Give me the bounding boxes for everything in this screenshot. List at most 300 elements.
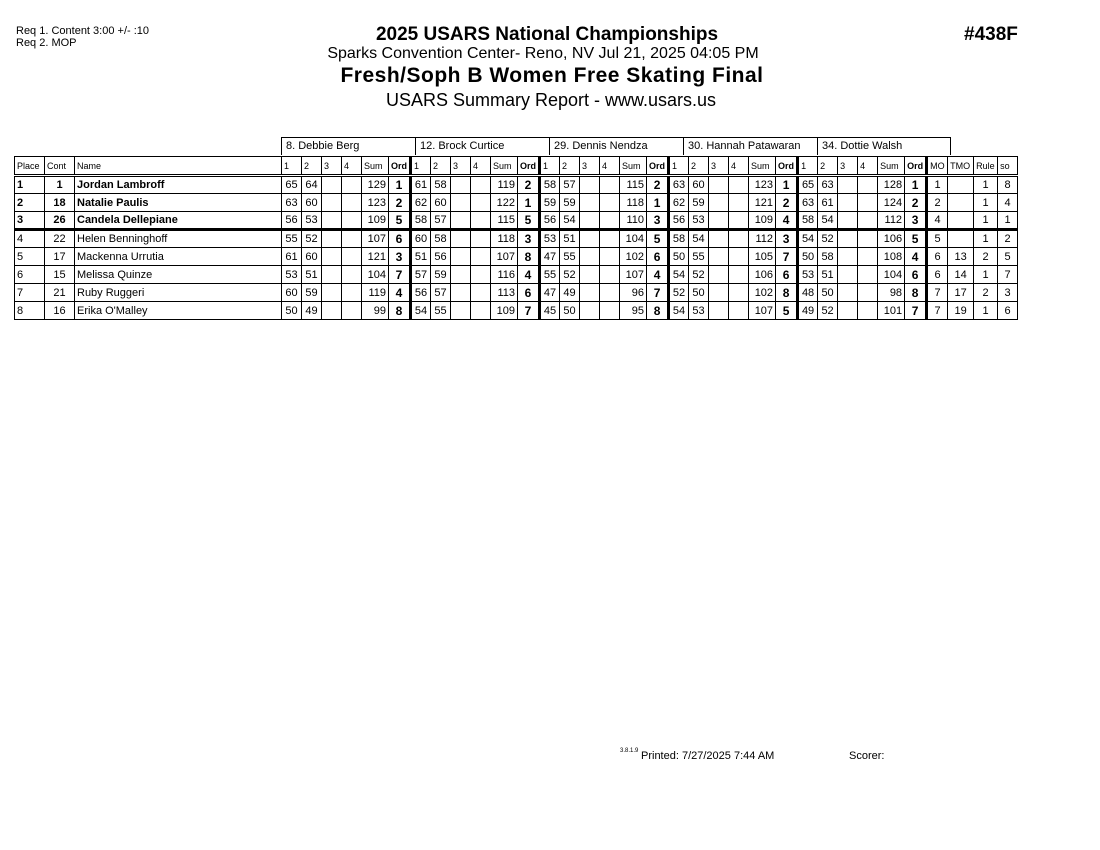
ordinal-cell: 3 (389, 248, 411, 266)
score-cell: 50 (560, 302, 580, 320)
score-cell (451, 284, 471, 302)
table-row (15, 194, 1018, 212)
col-header-cont: Cont (45, 157, 75, 176)
score-cell (471, 248, 491, 266)
score-cell: 52 (669, 284, 689, 302)
score-cell: 56 (411, 284, 431, 302)
col-header-judge1-3: 4 (342, 157, 362, 176)
score-cell: 62 (411, 194, 431, 212)
mo-cell: 6 (927, 248, 948, 266)
score-cell: 55 (540, 266, 560, 284)
score-cell: 51 (411, 248, 431, 266)
score-cell: 61 (818, 194, 838, 212)
score-cell: 50 (282, 302, 302, 320)
score-cell (600, 194, 620, 212)
score-cell (471, 230, 491, 248)
score-cell (342, 248, 362, 266)
ordinal-cell: 3 (905, 212, 927, 230)
score-cell (709, 266, 729, 284)
score-cell: 47 (540, 284, 560, 302)
sum-cell: 122 (491, 194, 518, 212)
score-cell (451, 194, 471, 212)
score-cell (580, 212, 600, 230)
ordinal-cell: 2 (776, 194, 798, 212)
score-cell (322, 248, 342, 266)
sum-cell: 107 (491, 248, 518, 266)
score-cell: 59 (560, 194, 580, 212)
score-cell: 58 (411, 212, 431, 230)
score-cell (322, 302, 342, 320)
score-cell (838, 302, 858, 320)
score-cell (858, 302, 878, 320)
tmo-cell (948, 194, 974, 212)
so-cell: 3 (998, 284, 1018, 302)
ordinal-cell: 7 (647, 284, 669, 302)
mo-cell: 5 (927, 230, 948, 248)
ordinal-cell: 4 (389, 284, 411, 302)
col-header-judge4-3: 4 (729, 157, 749, 176)
tmo-cell (948, 176, 974, 194)
col-header-name: Name (75, 157, 282, 176)
score-cell (451, 266, 471, 284)
col-header-judge2-1: 2 (431, 157, 451, 176)
place-cell: 6 (15, 266, 45, 284)
score-cell (600, 302, 620, 320)
score-cell: 51 (302, 266, 322, 284)
ordinal-cell: 5 (905, 230, 927, 248)
score-cell: 50 (818, 284, 838, 302)
place-cell: 1 (15, 176, 45, 194)
place-cell: 4 (15, 230, 45, 248)
score-cell: 59 (540, 194, 560, 212)
score-cell (729, 212, 749, 230)
score-cell: 55 (689, 248, 709, 266)
score-cell (600, 230, 620, 248)
score-cell (709, 176, 729, 194)
score-cell (729, 302, 749, 320)
ordinal-cell: 7 (518, 302, 540, 320)
so-cell: 1 (998, 212, 1018, 230)
sum-cell: 95 (620, 302, 647, 320)
table-row (15, 248, 1018, 266)
mo-cell: 2 (927, 194, 948, 212)
score-cell (600, 176, 620, 194)
score-cell: 56 (669, 212, 689, 230)
score-cell (322, 176, 342, 194)
table-row (15, 176, 1018, 194)
score-cell: 51 (818, 266, 838, 284)
ordinal-cell: 2 (389, 194, 411, 212)
col-header-judge3-1: 2 (560, 157, 580, 176)
col-header-judge1-5: Ord (389, 157, 411, 176)
tmo-cell: 14 (948, 266, 974, 284)
name-cell: Natalie Paulis (75, 194, 282, 212)
score-cell: 58 (818, 248, 838, 266)
sum-cell: 119 (491, 176, 518, 194)
score-cell: 58 (540, 176, 560, 194)
score-cell (600, 266, 620, 284)
score-cell (471, 194, 491, 212)
score-cell (858, 248, 878, 266)
score-cell (342, 230, 362, 248)
score-cell: 54 (669, 302, 689, 320)
score-cell: 53 (540, 230, 560, 248)
score-cell (471, 176, 491, 194)
score-cell (580, 248, 600, 266)
score-cell: 52 (560, 266, 580, 284)
score-cell (471, 284, 491, 302)
report-name: USARS Summary Report - www.usars.us (385, 90, 717, 110)
judge-4-label: 30. Hannah Patawaran (683, 137, 817, 155)
score-cell (600, 212, 620, 230)
sum-cell: 98 (878, 284, 905, 302)
score-cell (858, 284, 878, 302)
rule-cell: 1 (974, 302, 998, 320)
ordinal-cell: 4 (518, 266, 540, 284)
so-cell: 5 (998, 248, 1018, 266)
results-table (14, 156, 1018, 320)
ordinal-cell: 6 (647, 248, 669, 266)
score-cell (838, 194, 858, 212)
so-cell: 4 (998, 194, 1018, 212)
col-header-so: so (998, 157, 1018, 176)
score-cell (858, 212, 878, 230)
score-cell: 60 (302, 248, 322, 266)
score-cell (322, 284, 342, 302)
score-cell: 55 (560, 248, 580, 266)
sum-cell: 105 (749, 248, 776, 266)
sum-cell: 107 (620, 266, 647, 284)
score-cell: 63 (818, 176, 838, 194)
table-row (15, 212, 1018, 230)
score-cell: 60 (431, 194, 451, 212)
name-cell: Mackenna Urrutia (75, 248, 282, 266)
score-cell (600, 248, 620, 266)
sum-cell: 118 (620, 194, 647, 212)
score-cell (342, 302, 362, 320)
name-cell: Jordan Lambroff (75, 176, 282, 194)
name-cell: Erika O'Malley (75, 302, 282, 320)
judge-3-label: 29. Dennis Nendza (549, 137, 683, 155)
score-cell: 58 (669, 230, 689, 248)
name-cell: Helen Benninghoff (75, 230, 282, 248)
tmo-cell: 17 (948, 284, 974, 302)
score-cell (451, 212, 471, 230)
col-header-place: Place (15, 157, 45, 176)
score-cell: 61 (282, 248, 302, 266)
score-cell (580, 230, 600, 248)
judge-2-label: 12. Brock Curtice (415, 137, 549, 155)
score-cell (322, 212, 342, 230)
score-cell: 55 (431, 302, 451, 320)
score-cell (709, 302, 729, 320)
sum-cell: 116 (491, 266, 518, 284)
score-cell (600, 284, 620, 302)
score-cell: 62 (669, 194, 689, 212)
place-cell: 3 (15, 212, 45, 230)
score-cell: 58 (431, 176, 451, 194)
sum-cell: 104 (878, 266, 905, 284)
score-cell: 63 (798, 194, 818, 212)
ordinal-cell: 3 (776, 230, 798, 248)
ordinal-cell: 2 (905, 194, 927, 212)
ordinal-cell: 6 (518, 284, 540, 302)
col-header-judge5-0: 1 (798, 157, 818, 176)
score-cell: 57 (411, 266, 431, 284)
rule-cell: 1 (974, 266, 998, 284)
score-cell: 60 (302, 194, 322, 212)
ordinal-cell: 1 (905, 176, 927, 194)
score-cell: 57 (431, 212, 451, 230)
so-cell: 7 (998, 266, 1018, 284)
sum-cell: 118 (491, 230, 518, 248)
tmo-cell: 13 (948, 248, 974, 266)
score-cell (729, 176, 749, 194)
score-cell (322, 194, 342, 212)
ordinal-cell: 5 (647, 230, 669, 248)
score-cell: 57 (560, 176, 580, 194)
ordinal-cell: 6 (389, 230, 411, 248)
score-cell (342, 212, 362, 230)
ordinal-cell: 7 (776, 248, 798, 266)
sum-cell: 109 (491, 302, 518, 320)
col-header-judge3-4: Sum (620, 157, 647, 176)
score-cell (451, 176, 471, 194)
score-cell: 57 (431, 284, 451, 302)
col-header-judge4-2: 3 (709, 157, 729, 176)
so-cell: 6 (998, 302, 1018, 320)
table-row (15, 284, 1018, 302)
judge-1-label: 8. Debbie Berg (281, 137, 415, 155)
ordinal-cell: 5 (518, 212, 540, 230)
score-cell (729, 266, 749, 284)
score-cell (858, 266, 878, 284)
col-header-judge3-5: Ord (647, 157, 669, 176)
score-cell (729, 194, 749, 212)
col-header-judge4-4: Sum (749, 157, 776, 176)
score-cell: 49 (302, 302, 322, 320)
sum-cell: 115 (620, 176, 647, 194)
score-cell (451, 302, 471, 320)
col-header-judge5-1: 2 (818, 157, 838, 176)
score-cell (709, 230, 729, 248)
score-cell: 49 (560, 284, 580, 302)
score-cell (342, 194, 362, 212)
score-cell (729, 248, 749, 266)
tmo-cell (948, 212, 974, 230)
score-cell (322, 266, 342, 284)
col-header-judge3-0: 1 (540, 157, 560, 176)
score-cell: 49 (798, 302, 818, 320)
score-cell: 56 (540, 212, 560, 230)
sum-cell: 104 (620, 230, 647, 248)
col-header-judge1-2: 3 (322, 157, 342, 176)
judge-header-row (281, 137, 951, 156)
cont-cell: 1 (45, 176, 75, 194)
mo-cell: 4 (927, 212, 948, 230)
score-cell (322, 230, 342, 248)
score-cell: 47 (540, 248, 560, 266)
score-cell (858, 176, 878, 194)
ordinal-cell: 2 (647, 176, 669, 194)
mo-cell: 1 (927, 176, 948, 194)
sum-cell: 109 (749, 212, 776, 230)
mo-cell: 6 (927, 266, 948, 284)
requirement-2: Req 2. MOP (16, 37, 77, 49)
score-cell: 59 (689, 194, 709, 212)
scorer-label: Scorer: (849, 750, 885, 762)
sum-cell: 119 (362, 284, 389, 302)
col-header-judge5-4: Sum (878, 157, 905, 176)
score-cell: 60 (411, 230, 431, 248)
score-cell (471, 212, 491, 230)
software-version: 3.8.1.9 (620, 748, 639, 754)
event-name: Fresh/Soph B Women Free Skating Final (340, 64, 764, 87)
printed-timestamp: Printed: 7/27/2025 7:44 AM (641, 750, 775, 762)
score-cell: 60 (282, 284, 302, 302)
score-cell: 45 (540, 302, 560, 320)
ordinal-cell: 5 (389, 212, 411, 230)
ordinal-cell: 6 (776, 266, 798, 284)
score-cell: 52 (818, 302, 838, 320)
sum-cell: 123 (362, 194, 389, 212)
score-cell: 54 (411, 302, 431, 320)
mo-cell: 7 (927, 302, 948, 320)
name-cell: Ruby Ruggeri (75, 284, 282, 302)
score-cell: 50 (669, 248, 689, 266)
ordinal-cell: 4 (776, 212, 798, 230)
sum-cell: 102 (749, 284, 776, 302)
rule-cell: 2 (974, 248, 998, 266)
sum-cell: 128 (878, 176, 905, 194)
score-cell (838, 176, 858, 194)
col-header-judge1-1: 2 (302, 157, 322, 176)
ordinal-cell: 7 (905, 302, 927, 320)
col-header-mo: MO (927, 157, 948, 176)
score-cell (709, 212, 729, 230)
sum-cell: 96 (620, 284, 647, 302)
score-cell: 54 (669, 266, 689, 284)
score-cell (580, 266, 600, 284)
score-cell (709, 284, 729, 302)
score-cell: 53 (689, 212, 709, 230)
place-cell: 8 (15, 302, 45, 320)
ordinal-cell: 3 (647, 212, 669, 230)
score-cell: 53 (282, 266, 302, 284)
sum-cell: 112 (878, 212, 905, 230)
score-cell (580, 194, 600, 212)
sum-cell: 104 (362, 266, 389, 284)
cont-cell: 26 (45, 212, 75, 230)
score-cell (858, 194, 878, 212)
score-cell (471, 302, 491, 320)
col-header-judge3-3: 4 (600, 157, 620, 176)
ordinal-cell: 8 (389, 302, 411, 320)
col-header-judge5-5: Ord (905, 157, 927, 176)
col-header-judge2-0: 1 (411, 157, 431, 176)
col-header-judge2-2: 3 (451, 157, 471, 176)
sum-cell: 106 (878, 230, 905, 248)
score-cell (838, 284, 858, 302)
ordinal-cell: 1 (518, 194, 540, 212)
sum-cell: 123 (749, 176, 776, 194)
mo-cell: 7 (927, 284, 948, 302)
score-cell: 53 (689, 302, 709, 320)
score-cell (451, 230, 471, 248)
ordinal-cell: 4 (647, 266, 669, 284)
score-cell (451, 248, 471, 266)
name-cell: Melissa Quinze (75, 266, 282, 284)
table-row (15, 302, 1018, 320)
score-cell: 65 (282, 176, 302, 194)
score-cell: 63 (669, 176, 689, 194)
score-cell: 52 (302, 230, 322, 248)
ordinal-cell: 2 (518, 176, 540, 194)
ordinal-cell: 1 (647, 194, 669, 212)
sum-cell: 121 (749, 194, 776, 212)
col-header-judge2-5: Ord (518, 157, 540, 176)
sum-cell: 107 (749, 302, 776, 320)
rule-cell: 1 (974, 212, 998, 230)
sum-cell: 109 (362, 212, 389, 230)
score-cell: 55 (282, 230, 302, 248)
rule-cell: 1 (974, 176, 998, 194)
ordinal-cell: 5 (776, 302, 798, 320)
sum-cell: 129 (362, 176, 389, 194)
ordinal-cell: 8 (776, 284, 798, 302)
sum-cell: 102 (620, 248, 647, 266)
score-cell: 58 (431, 230, 451, 248)
sum-cell: 99 (362, 302, 389, 320)
ordinal-cell: 1 (389, 176, 411, 194)
ordinal-cell: 7 (389, 266, 411, 284)
sum-cell: 108 (878, 248, 905, 266)
name-cell: Candela Dellepiane (75, 212, 282, 230)
score-cell: 52 (689, 266, 709, 284)
score-cell (342, 284, 362, 302)
score-cell: 50 (798, 248, 818, 266)
score-cell: 60 (689, 176, 709, 194)
column-header-row (15, 157, 1018, 176)
ordinal-cell: 4 (905, 248, 927, 266)
ordinal-cell: 3 (518, 230, 540, 248)
score-cell: 51 (560, 230, 580, 248)
score-cell: 61 (411, 176, 431, 194)
col-header-judge4-1: 2 (689, 157, 709, 176)
col-header-tmo: TMO (948, 157, 974, 176)
score-cell (729, 284, 749, 302)
sum-cell: 107 (362, 230, 389, 248)
place-cell: 5 (15, 248, 45, 266)
cont-cell: 21 (45, 284, 75, 302)
ordinal-cell: 8 (518, 248, 540, 266)
score-cell: 58 (798, 212, 818, 230)
col-header-judge1-4: Sum (362, 157, 389, 176)
score-cell: 63 (282, 194, 302, 212)
col-header-judge2-3: 4 (471, 157, 491, 176)
rule-cell: 1 (974, 194, 998, 212)
col-header-rule: Rule (974, 157, 998, 176)
score-cell: 64 (302, 176, 322, 194)
sum-cell: 121 (362, 248, 389, 266)
score-cell: 50 (689, 284, 709, 302)
score-cell: 54 (798, 230, 818, 248)
sum-cell: 110 (620, 212, 647, 230)
tmo-cell: 19 (948, 302, 974, 320)
col-header-judge1-0: 1 (282, 157, 302, 176)
so-cell: 8 (998, 176, 1018, 194)
sum-cell: 101 (878, 302, 905, 320)
